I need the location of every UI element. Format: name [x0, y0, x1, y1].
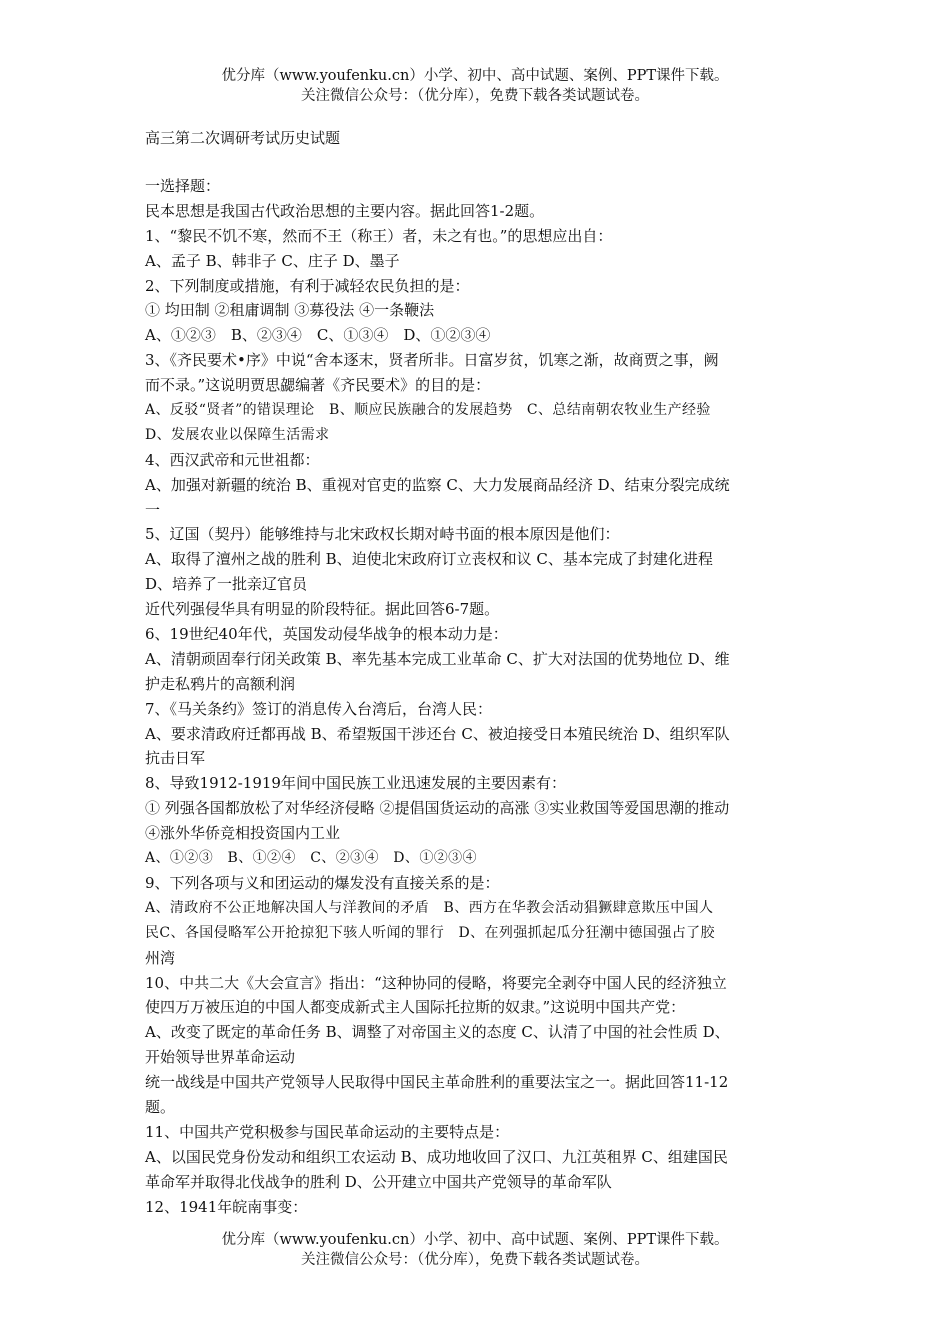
- text-line: 9、下列各项与义和团运动的爆发没有直接关系的是：: [145, 873, 500, 892]
- page-header: [0, 66, 950, 106]
- text-line: ④涨外华侨竞相投资国内工业: [145, 824, 341, 843]
- text-line: 使四万万被压迫的中国人都变成新式主人国际托拉斯的奴隶。”这说明中国共产党：: [145, 998, 686, 1017]
- text-line: ① 列强各国都放松了对华经济侵略 ②提倡国货运动的高涨 ③实业救国等爱国思潮的推动: [145, 799, 730, 818]
- exam-title: 高三第二次调研考试历史试题: [145, 129, 341, 147]
- text-line: A、以国民党身份发动和组织工农运动 B、成功地收回了汉口、九江英租界 C、组建国民: [145, 1147, 728, 1166]
- text-line: 一选择题：: [145, 177, 221, 195]
- text-line: 近代列强侵华具有明显的阶段特征。据此回答6-7题。: [145, 600, 500, 619]
- text-line: 7、《马关条约》签订的消息传入台湾后，台湾人民：: [145, 699, 493, 718]
- text-line: A、改变了既定的革命任务 B、调整了对帝国主义的态度 C、认清了中国的社会性质 D、: [145, 1023, 730, 1042]
- text-line: ① 均田制 ②租庸调制 ③募役法 ④一条鞭法: [145, 301, 435, 320]
- header-line-2: 关注微信公众号：（优分库），免费下载各类试题试卷。: [301, 88, 649, 104]
- text-line: 11、中国共产党积极参与国民革命运动的主要特点是：: [145, 1122, 510, 1141]
- text-line: A、取得了澶州之战的胜利 B、迫使北宋政府订立丧权和议 C、基本完成了封建化进程: [145, 550, 713, 569]
- text-line: A、清朝顽固奉行闭关政策 B、率先基本完成工业革命 C、扩大对法国的优势地位 D、维: [145, 649, 730, 668]
- text-line: A、加强对新疆的统治 B、重视对官吏的监察 C、大力发展商品经济 D、结束分裂完成统: [145, 475, 730, 494]
- footer-line-2: 关注微信公众号：（优分库），免费下载各类试题试卷。: [301, 1252, 649, 1268]
- text-line: 5、辽国（契丹）能够维持与北宋政权长期对峙书面的根本原因是他们：: [145, 525, 620, 544]
- text-line: A、清政府不公正地解决国人与洋教间的矛盾 B、西方在华教会活动猖獗肆意欺压中国人: [145, 899, 714, 916]
- text-line: 6、19世纪40年代，英国发动侵华战争的根本动力是：: [145, 625, 508, 644]
- text-line: 10、中共二大《大会宣言》指出：“这种协同的侵略，将要完全剥夺中国人民的经济独立: [145, 973, 727, 992]
- text-line: 一: [145, 500, 161, 519]
- text-line: A、①②③ B、①②④ C、②③④ D、①②③④: [145, 850, 477, 867]
- text-line: 州湾: [145, 948, 176, 967]
- footer-line-1: 优分库（www.youfenku.cn）小学、初中、高中试题、案例、PPT课件下载。: [221, 1232, 729, 1248]
- text-line: 2、下列制度或措施，有利于减轻农民负担的是：: [145, 276, 470, 295]
- text-line: 民C、各国侵略军公开抢掠犯下骇人听闻的罪行 D、在列强抓起瓜分狂潮中德国强占了胶: [145, 924, 715, 941]
- text-line: D、培养了一批亲辽官员: [145, 575, 308, 594]
- text-line: D、发展农业以保障生活需求: [145, 426, 330, 443]
- text-line: 统一战线是中国共产党领导人民取得中国民主革命胜利的重要法宝之一。据此回答11-12: [145, 1073, 729, 1092]
- text-line: 抗击日军: [145, 749, 206, 768]
- text-line: A、要求清政府迁都再战 B、希望叛国干涉还台 C、被迫接受日本殖民统治 D、组织军队: [145, 724, 730, 743]
- text-line: 开始领导世界革命运动: [145, 1048, 296, 1067]
- text-line: 4、西汉武帝和元世祖都：: [145, 450, 320, 469]
- text-line: 而不录。”这说明贾思勰编著《齐民要术》的目的是：: [145, 376, 491, 395]
- header-line-1: 优分库（www.youfenku.cn）小学、初中、高中试题、案例、PPT课件下载。: [221, 68, 729, 84]
- exam-body: [145, 174, 810, 1219]
- text-line: 民本思想是我国古代政治思想的主要内容。据此回答1-2题。: [145, 201, 545, 220]
- text-line: 1、“黎民不饥不寒，然而不王（称王）者，未之有也。”的思想应出自：: [145, 226, 613, 245]
- text-line: 8、导致1912-1919年间中国民族工业迅速发展的主要因素有：: [145, 774, 566, 793]
- text-line: 题。: [145, 1097, 176, 1116]
- text-line: 护走私鸦片的高额利润: [145, 674, 296, 693]
- text-line: 3、《齐民要术•序》中说“舍本逐末，贤者所非。日富岁贫，饥寒之渐，故商贾之事，阙: [145, 351, 719, 370]
- text-line: A、反驳“贤者”的错误理论 B、顺应民族融合的发展趋势 C、总结南朝农牧业生产经验: [145, 402, 711, 419]
- text-line: A、①②③ B、②③④ C、①③④ D、①②③④: [145, 326, 491, 345]
- text-line: 革命军并取得北伐战争的胜利 D、公开建立中国共产党领导的革命军队: [145, 1172, 612, 1191]
- page-footer: [0, 1230, 950, 1270]
- text-line: 12、1941年皖南事变：: [145, 1197, 308, 1216]
- text-line: A、孟子 B、韩非子 C、庄子 D、墨子: [145, 251, 400, 270]
